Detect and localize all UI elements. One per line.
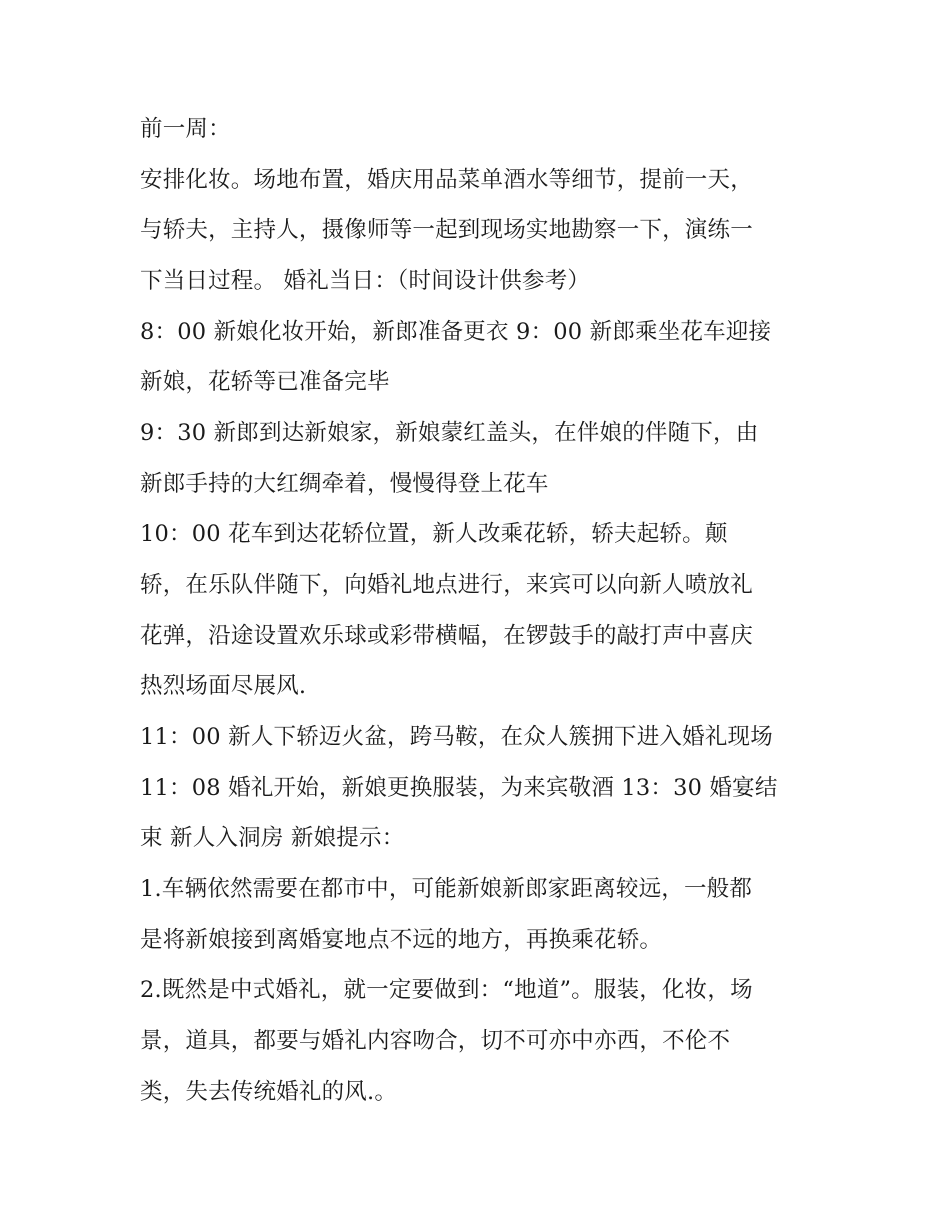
text-line: 花弹，沿途设置欢乐球或彩带横幅，在锣鼓手的敲打声中喜庆 — [140, 623, 753, 649]
text-line: 10：00 花车到达花轿位置，新人改乘花轿，轿夫起轿。颠 — [140, 521, 728, 547]
text-line: 是将新娘接到离婚宴地点不远的地方，再换乘花轿。 — [140, 927, 663, 953]
text-line: 11：08 婚礼开始，新娘更换服装，为来宾敬酒 13：30 婚宴结 — [140, 775, 778, 801]
text-line: 9：30 新郎到达新娘家，新娘蒙红盖头，在伴娘的伴随下，由 — [140, 420, 759, 446]
text-line: 热烈场面尽展风. — [140, 673, 307, 699]
text-line: 景，道具，都要与婚礼内容吻合，切不可亦中亦西，不伦不 — [140, 1028, 731, 1054]
text-line: 新娘，花轿等已准备完毕 — [140, 369, 390, 395]
text-line: 新郎手持的大红绸牵着，慢慢得登上花车 — [140, 471, 549, 497]
text-line: 轿，在乐队伴随下，向婚礼地点进行，来宾可以向新人喷放礼 — [140, 572, 753, 598]
text-line: 8：00 新娘化妆开始，新郎准备更衣 9：00 新郎乘坐花车迎接 — [140, 319, 772, 345]
text-line: 下当日过程。 婚礼当日：（时间设计供参考） — [140, 268, 591, 294]
text-line: 束 新人入洞房 新娘提示： — [140, 825, 405, 851]
text-line: 安排化妆。场地布置，婚庆用品菜单酒水等细节，提前一天， — [140, 167, 753, 193]
text-line: 类，失去传统婚礼的风.。 — [140, 1079, 398, 1105]
text-line: 1.车辆依然需要在都市中，可能新娘新郎家距离较远，一般都 — [140, 876, 753, 902]
text-line: 2.既然是中式婚礼，就一定要做到：“地道”。服装，化妆，场 — [140, 977, 753, 1003]
text-line: 与轿夫，主持人，摄像师等一起到现场实地勘察一下，演练一 — [140, 217, 753, 243]
text-line: 前一周： — [140, 116, 231, 142]
text-line: 11：00 新人下轿迈火盆，跨马鞍，在众人簇拥下进入婚礼现场 — [140, 724, 773, 750]
